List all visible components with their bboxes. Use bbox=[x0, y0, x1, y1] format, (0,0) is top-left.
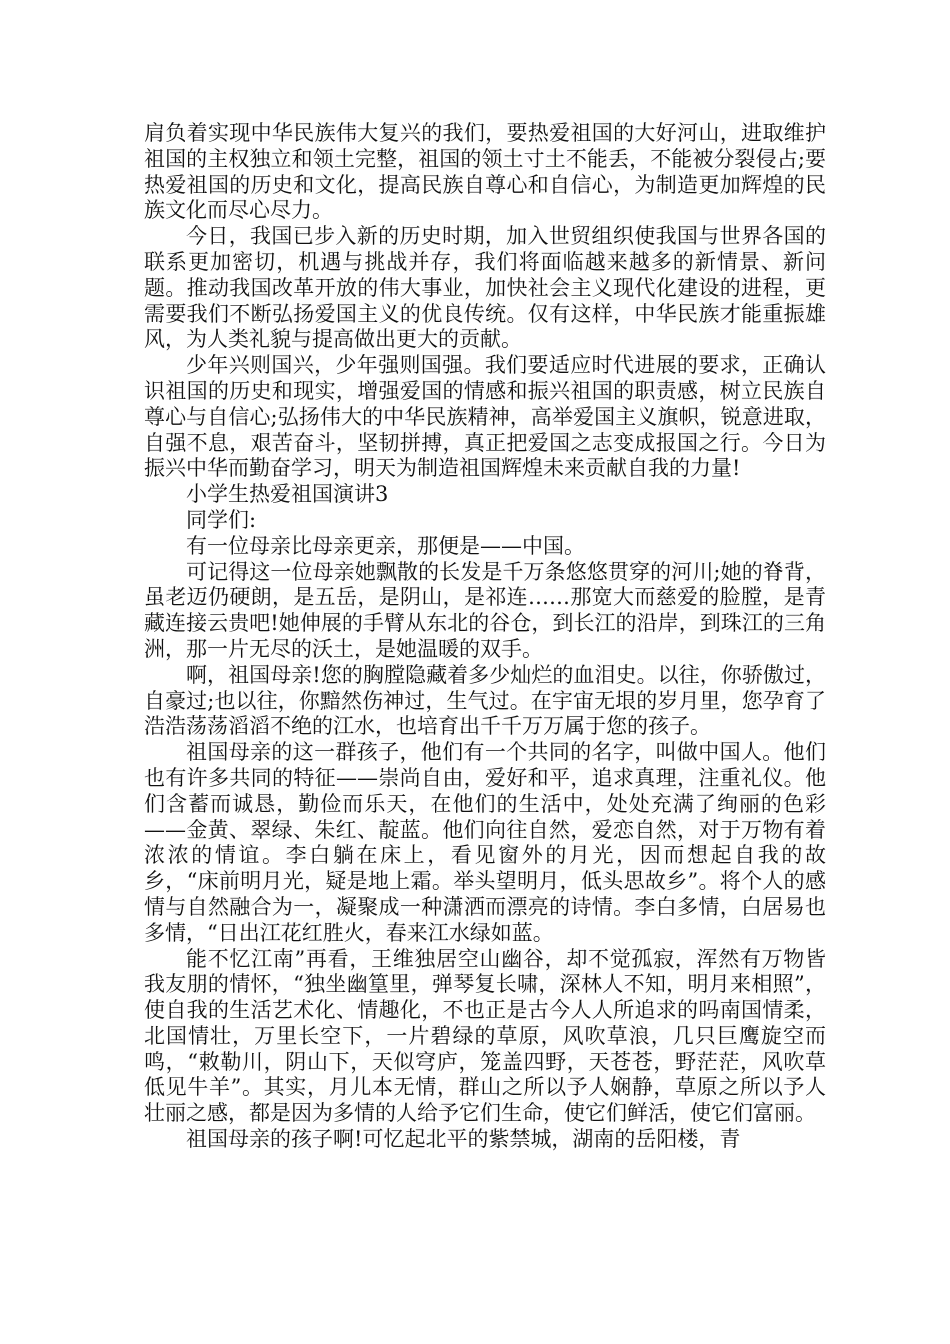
paragraph-8: 能不忆江南”再看，王维独居空山幽谷，却不觉孤寂，浑然有万物皆我友朋的情怀，“独坐幽篁里，弹琴复长啸，深林人不知，明月来相照”，使自我的生活艺术化、情趣化，不也正是古今人人所追求的吗南国情柔，北国情壮，万里长空下，一片碧绿的草原，风吹草浪，几只巨鹰旋空而鸣，“敕勒川，阴山下，天似穹庐，笼盖四野，天苍苍，野茫茫，风吹草低见牛羊”。其实，月儿本无情，群山之所以予人娴静，草原之所以予人壮丽之感，都是因为多情的人给予它们生命，使它们鲜活，使它们富丽。 bbox=[144, 946, 826, 1126]
paragraph-4: 有一位母亲比母亲更亲，那便是——中国。 bbox=[186, 533, 585, 558]
speech-title: 小学生热爱祖国演讲3 bbox=[186, 482, 389, 507]
paragraph-2: 今日，我国已步入新的历史时期，加入世贸组织使我国与世界各国的联系更加密切，机遇与挑战并存，我们将面临越来越多的新情景、新问题。推动我国改革开放的伟大事业，加快社会主义现代化建设的进程，更需要我们不断弘扬爱国主义的优良传统。仅有这样，中华民族才能重振雄风，为人类礼貌与提高做出更大的贡献。 bbox=[144, 224, 826, 352]
paragraph-6: 啊，祖国母亲!您的胸膛隐藏着多少灿烂的血泪史。以往，你骄傲过，自豪过;也以往，你黯然伤神过，生气过。在宇宙无垠的岁月里，您孕育了浩浩荡荡滔滔不绝的江水，也培育出千千万万属于您的孩子。 bbox=[144, 662, 826, 739]
salutation: 同学们: bbox=[186, 507, 257, 532]
paragraph-3: 少年兴则国兴，少年强则国强。我们要适应时代进展的要求，正确认识祖国的历史和现实，增强爱国的情感和振兴祖国的职责感，树立民族自尊心与自信心;弘扬伟大的中华民族精神，高举爱国主义旗帜，锐意进取，自强不息，艰苦奋斗，坚韧拼搏，真正把爱国之志变成报国之行。今日为振兴中华而勤奋学习，明天为制造祖国辉煌未来贡献自我的力量! bbox=[144, 353, 826, 481]
paragraph-5: 可记得这一位母亲她飘散的长发是千万条悠悠贯穿的河川;她的脊背，虽老迈仍硬朗，是五岳，是阴山，是祁连……那宽大而慈爱的脸膛，是青藏连接云贵吧!她伸展的手臂从东北的谷仓，到长江的沿岸，到珠江的三角洲，那一片无尽的沃土，是她温暖的双手。 bbox=[144, 559, 826, 661]
paragraph-1: 肩负着实现中华民族伟大复兴的我们，要热爱祖国的大好河山，进取维护祖国的主权独立和领土完整，祖国的领土寸土不能丢，不能被分裂侵占;要热爱祖国的历史和文化，提高民族自尊心和自信心，为制造更加辉煌的民族文化而尽心尽力。 bbox=[144, 121, 826, 223]
paragraph-7: 祖国母亲的这一群孩子，他们有一个共同的名字，叫做中国人。他们也有许多共同的特征——崇尚自由，爱好和平，追求真理，注重礼仪。他们含蓄而诚恳，勤俭而乐天，在他们的生活中，处处充满了绚丽的色彩——金黄、翠绿、朱红、靛蓝。他们向往自然，爱恋自然，对于万物有着浓浓的情谊。李白躺在床上，看见窗外的月光，因而想起自我的故乡，“床前明月光，疑是地上霜。举头望明月，低头思故乡”。将个人的感情与自然融合为一，凝聚成一种潇洒而漂亮的诗情。李白多情，白居易也多情，“日出江花红胜火，春来江水绿如蓝。 bbox=[144, 740, 826, 945]
document-body bbox=[144, 121, 826, 1153]
paragraph-9: 祖国母亲的孩子啊!可忆起北平的紫禁城，湖南的岳阳楼，青 bbox=[186, 1127, 741, 1152]
